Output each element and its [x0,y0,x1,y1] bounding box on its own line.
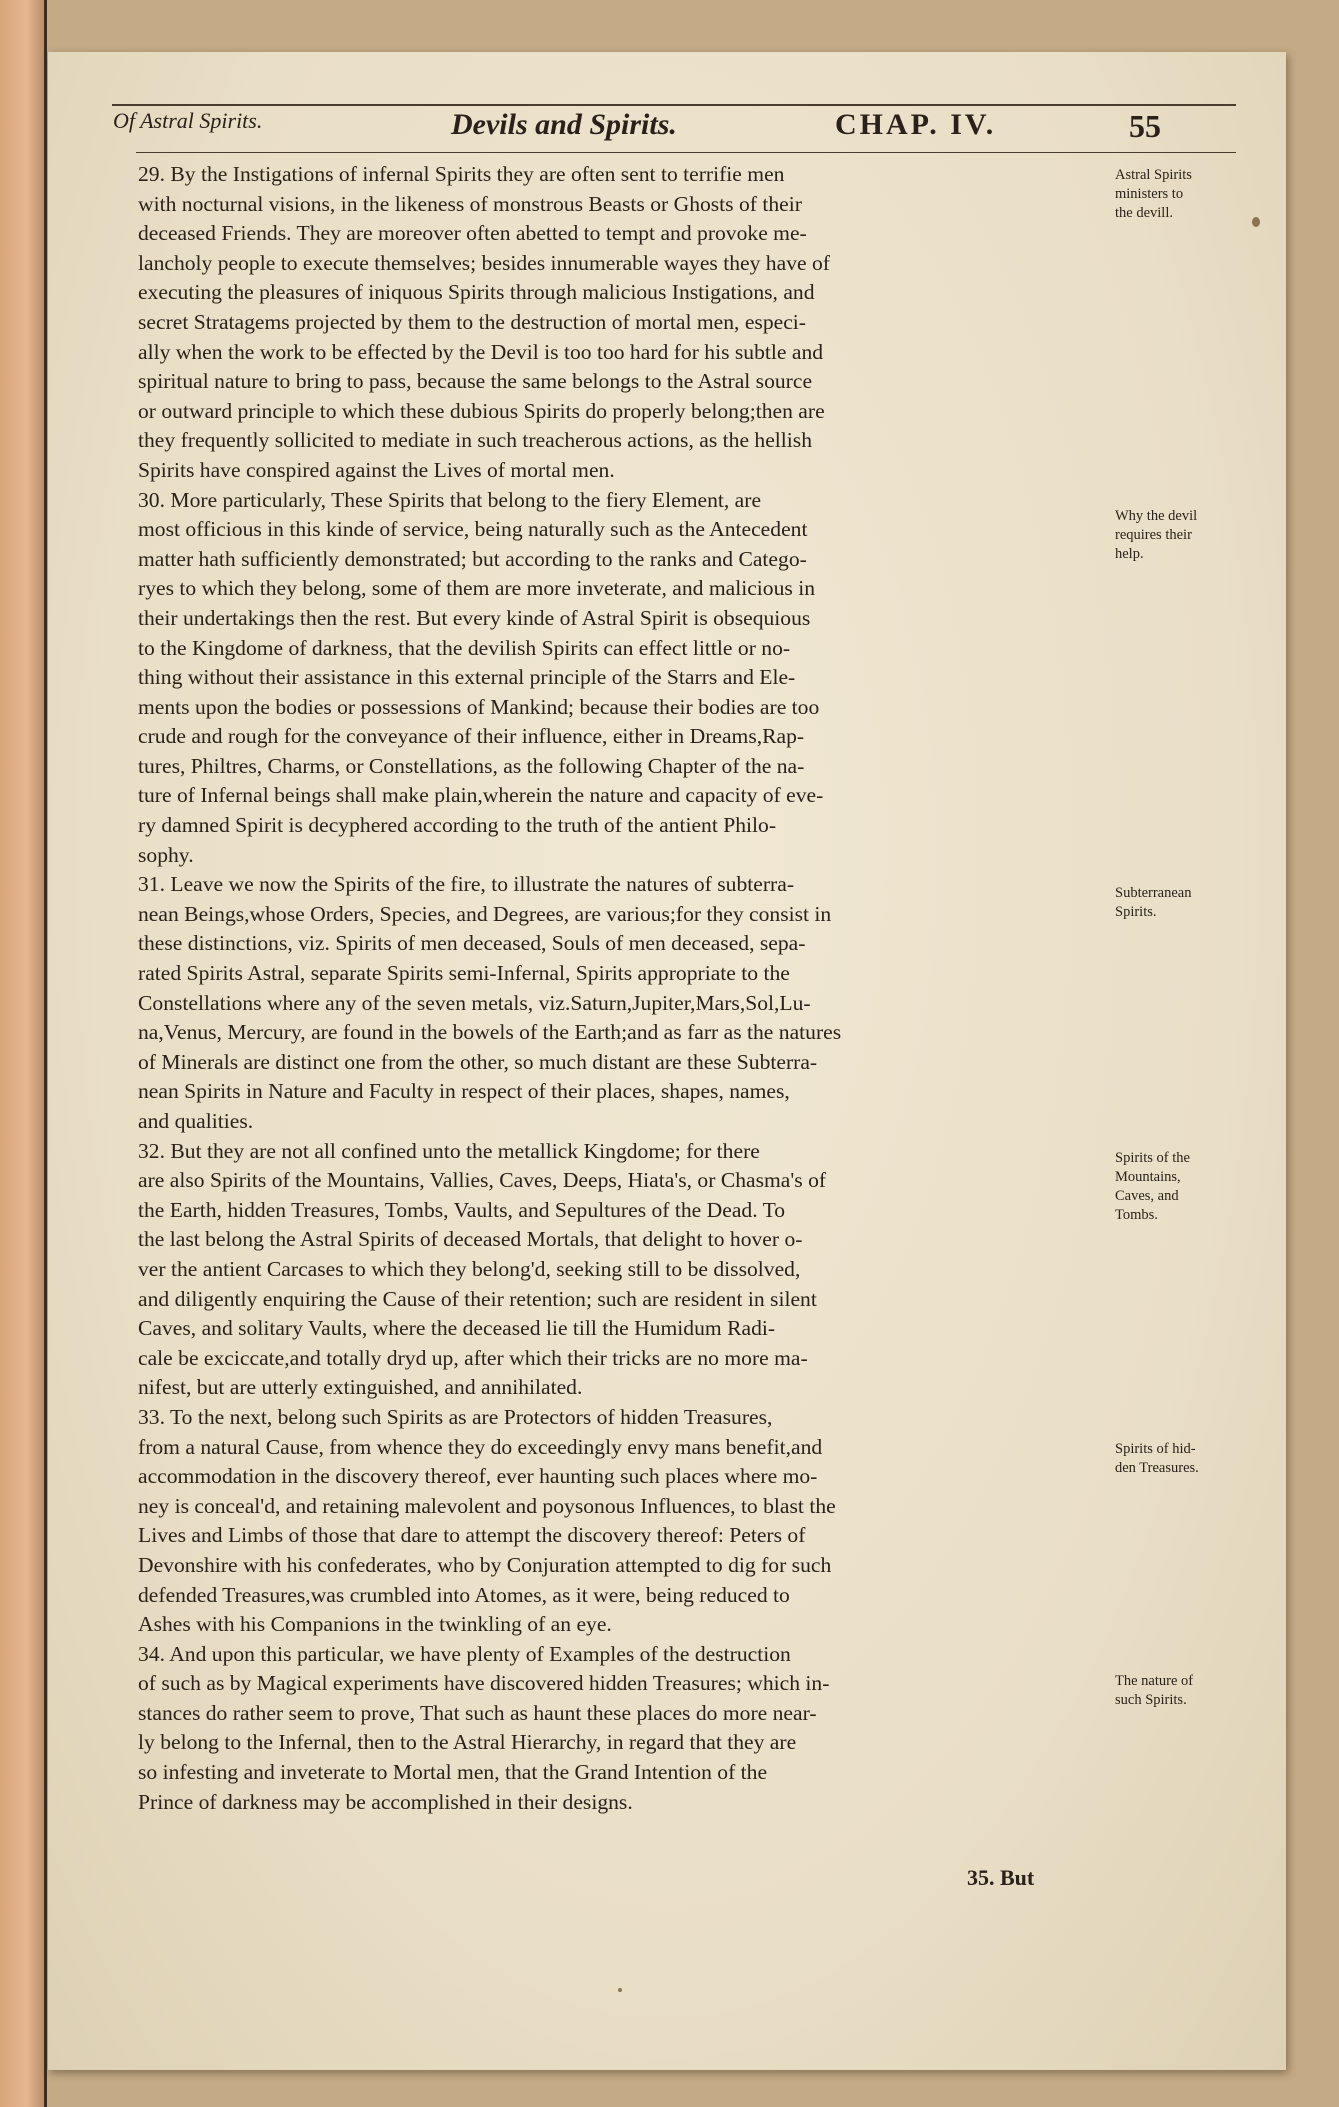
note-line: requires their [1115,527,1192,543]
text-line: or outward principle to which these dubious Spirits do properly belong;then are [138,398,825,423]
book-left-edge [0,0,44,2107]
text-line: matter hath sufficiently demonstrated; but according to the ranks and Catego- [138,546,807,571]
text-line: Constellations where any of the seven metals, viz.Saturn,Jupiter,Mars,Sol,Lu- [138,990,811,1015]
ink-spot [1252,217,1260,227]
text-line: with nocturnal visions, in the likeness of monstrous Beasts or Ghosts of their [138,191,802,216]
note-line: den Treasures. [1115,1460,1199,1476]
marginal-note-subterranean [1115,884,1285,922]
text-line: so infesting and inveterate to Mortal men, that the Grand Intention of the [138,1760,768,1785]
page-number: 55 [1129,108,1161,144]
marginal-note-mountains [1115,1149,1285,1225]
note-line: such Spirits. [1115,1692,1187,1708]
text-line: Prince of darkness may be accomplished in their designs. [138,1789,633,1814]
marginal-note-astral-spirits [1115,166,1285,223]
text-line: deceased Friends. They are moreover often abetted to tempt and provoke me- [138,221,807,246]
text-line: 29. By the Instigations of infernal Spirits they are often sent to terrifie men [138,162,785,186]
running-head-chapter: CHAP. IV. [835,108,997,141]
note-line: Spirits of hid- [1115,1441,1196,1457]
paragraph-30 [138,486,1098,871]
header-bottom-rule [136,152,1236,153]
text-line: thing without their assistance in this external principle of the Starrs and Ele- [138,665,796,690]
text-line: stances do rather seem to prove, That such as haunt these places do more near- [138,1700,817,1725]
text-line: these distinctions, viz. Spirits of men deceased, Souls of men deceased, sepa- [138,931,806,956]
text-line: Spirits have conspired against the Lives of mortal men. [138,457,615,482]
note-line: Subterranean [1115,885,1192,901]
text-line: 34. And upon this particular, we have plenty of Examples of the destruction [138,1641,791,1666]
paragraph-29 [138,160,1098,486]
text-line: of such as by Magical experiments have discovered hidden Treasures; which in- [138,1671,830,1696]
text-line: ryes to which they belong, some of them are more inveterate, and malicious in [138,576,815,601]
text-line: Lives and Limbs of those that dare to attempt the discovery thereof: Peters of [138,1523,806,1548]
text-line: crude and rough for the conveyance of their influence, either in Dreams,Rap- [138,724,805,749]
text-line: most officious in this kinde of service, being naturally such as the Antecedent [138,517,808,542]
text-line: they frequently sollicited to mediate in such treacherous actions, as the hellish [138,428,813,453]
text-line: 32. But they are not all confined unto the metallick Kingdome; for there [138,1138,760,1163]
marginal-note-why-devil [1115,507,1285,564]
text-line: tures, Philtres, Charms, or Constellations, as the following Chapter of the na- [138,753,805,778]
paragraph-32 [138,1137,1098,1403]
note-line: help. [1115,546,1144,562]
text-line: ture of Infernal beings shall make plain,wherein the nature and capacity of eve- [138,783,824,808]
text-line: ney is conceal'd, and retaining malevolent and poysonous Influences, to blast the [138,1493,836,1518]
text-line: secret Stratagems projected by them to the destruction of mortal men, especi- [138,309,806,334]
note-line: The nature of [1115,1673,1194,1689]
text-line: their undertakings then the rest. But every kinde of Astral Spirit is obsequious [138,605,811,630]
text-line: 31. Leave we now the Spirits of the fire, to illustrate the natures of subterra- [138,872,795,897]
note-line: Spirits of the [1115,1150,1190,1166]
text-line: accommodation in the discovery thereof, ever haunting such places where mo- [138,1464,818,1489]
paragraph-33 [138,1403,1098,1640]
note-line: Tombs. [1115,1207,1158,1223]
text-line: nean Beings,whose Orders, Species, and Degrees, are various;for they consist in [138,901,832,926]
text-line: executing the pleasures of iniquous Spirits through malicious Instigations, and [138,280,815,305]
book-page [48,52,1286,2070]
text-line: Caves, and solitary Vaults, where the deceased lie till the Humidum Radi- [138,1316,776,1341]
text-line: ally when the work to be effected by the Devil is too too hard for his subtle and [138,339,824,364]
note-line: Spirits. [1115,904,1157,920]
ink-spot [618,1988,622,1992]
text-line: na,Venus, Mercury, are found in the bowels of the Earth;and as farr as the natures [138,1020,842,1045]
text-line: ver the antient Carcases to which they belong'd, seeking still to be dissolved, [138,1256,801,1281]
text-line: ly belong to the Infernal, then to the Astral Hierarchy, in regard that they are [138,1730,797,1755]
text-line: defended Treasures,was crumbled into Atomes, as it were, being reduced to [138,1582,790,1607]
text-line: cale be exciccate,and totally dryd up, after which their tricks are no more ma- [138,1345,808,1370]
text-line: ry damned Spirit is decyphered according to the truth of the antient Philo- [138,813,777,838]
note-line: Why the devil [1115,508,1198,524]
running-head-left: Of Astral Spirits. [113,108,263,133]
text-line: and diligently enquiring the Cause of their retention; such are resident in silent [138,1286,817,1311]
text-line: 33. To the next, belong such Spirits as are Protectors of hidden Treasures, [138,1404,773,1429]
marginal-note-nature [1115,1672,1285,1710]
running-head-title: Devils and Spirits. [451,108,677,141]
note-line: Astral Spirits [1115,167,1192,183]
text-line: spiritual nature to bring to pass, because the same belongs to the Astral source [138,369,813,394]
catchword: 35. But [967,1865,1035,1890]
text-line: the last belong the Astral Spirits of deceased Mortals, that delight to hover o- [138,1227,803,1252]
text-line: to the Kingdome of darkness, that the devilish Spirits can effect little or no- [138,635,791,660]
text-line: from a natural Cause, from whence they do exceedingly envy mans benefit,and [138,1434,823,1459]
book-gutter-line [44,0,47,2107]
note-line: ministers to [1115,186,1184,202]
note-line: Caves, and [1115,1188,1179,1204]
text-line: Devonshire with his confederates, who by Conjuration attempted to dig for such [138,1552,832,1577]
text-line: 30. More particularly, These Spirits that belong to the fiery Element, are [138,487,762,512]
text-line: rated Spirits Astral, separate Spirits semi-Infernal, Spirits appropriate to the [138,961,790,986]
body-text [138,160,1098,1817]
note-line: the devill. [1115,205,1173,221]
marginal-note-hidden-treasures [1115,1440,1285,1478]
text-line: nifest, but are utterly extinguished, and annihilated. [138,1375,583,1400]
note-line: Mountains, [1115,1169,1181,1185]
text-line: lancholy people to execute themselves; besides innumerable wayes they have of [138,250,830,275]
text-line: are also Spirits of the Mountains, Vallies, Caves, Deeps, Hiata's, or Chasma's of [138,1168,827,1193]
paragraph-31 [138,870,1098,1136]
text-line: the Earth, hidden Treasures, Tombs, Vaults, and Sepultures of the Dead. To [138,1197,786,1222]
paragraph-34 [138,1640,1098,1818]
text-line: ments upon the bodies or possessions of Mankind; because their bodies are too [138,694,820,719]
text-line: of Minerals are distinct one from the other, so much distant are these Subterra- [138,1049,818,1074]
text-line: nean Spirits in Nature and Faculty in respect of their places, shapes, names, [138,1079,790,1104]
text-line: and qualities. [138,1109,254,1133]
text-line: sophy. [138,842,194,867]
header-top-rule [112,104,1236,106]
text-line: Ashes with his Companions in the twinkling of an eye. [138,1612,612,1637]
